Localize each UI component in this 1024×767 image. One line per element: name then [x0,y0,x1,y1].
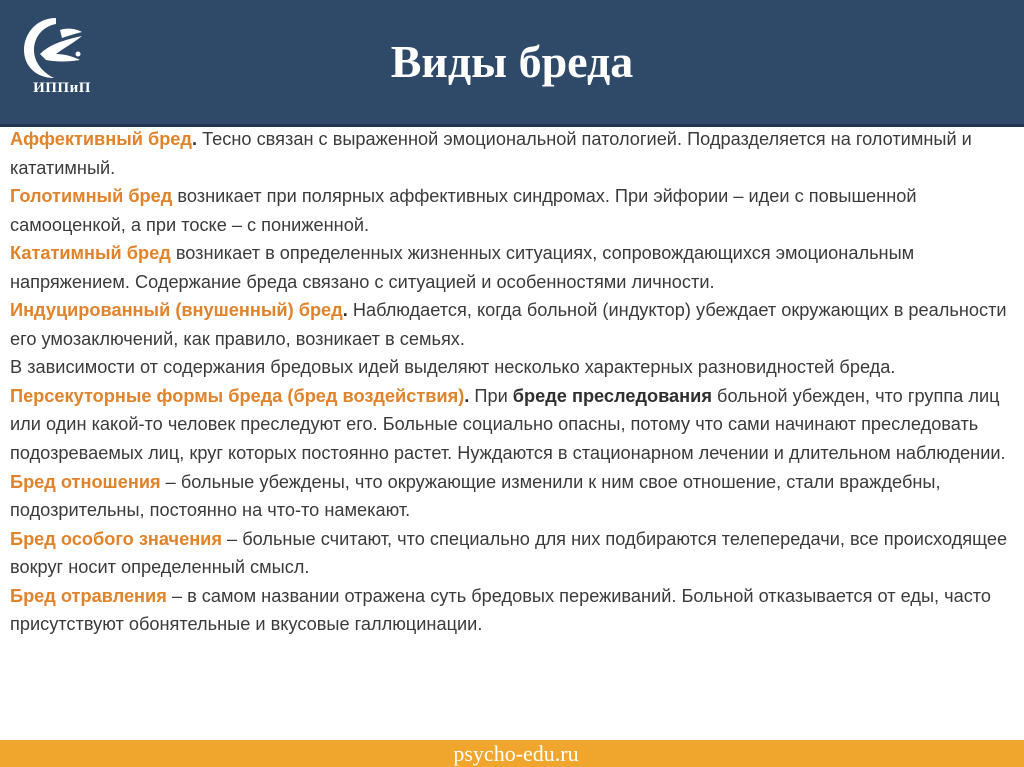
term-persecution-delusion: бреде преследования [512,385,712,406]
term-special: Бред особого значения [10,528,222,549]
term-catathymic: Кататимный бред [10,243,171,264]
slide-body [10,125,1016,639]
text-relation: – больные убеждены, что окружающие изменили к ним свое отношение, стали враждебны, подозрительны, постоянно на что-то намекают. [10,471,941,521]
paragraph-special [10,525,1016,582]
term-dot: . [342,300,348,321]
term-affective: Аффективный бред [10,129,192,149]
footer-website: psycho-edu.ru [453,741,579,766]
term-holothymic: Голотимный бред [10,186,173,207]
paragraph-catathymic [10,239,1016,296]
term-persecutory: Персекуторные формы бреда (бред воздействия) [10,385,465,406]
paragraph-intro [10,353,1016,382]
text-intro: В зависимости от содержания бредовых идей выделяют несколько характерных разновидностей бреда. [10,357,896,378]
text-induced: Наблюдается, когда больной (индуктор) убеждает окружающих в реальности его умозаключений, как правило, возникает в семьях. [10,300,1007,349]
paragraph-induced [10,296,1016,353]
paragraph-holothymic [10,182,1016,239]
paragraph-relation [10,468,1016,525]
text-affective: Тесно связан с выраженной эмоциональной патологией. Подразделяется на голотимный и кататимный. [10,129,972,178]
text-holothymic: возникает при полярных аффективных синдромах. При эйфории – идеи с повышенной самооценкой, а при тоске – с пониженной. [10,186,917,235]
term-relation: Бред отношения [10,471,161,492]
text-catathymic: возникает в определенных жизненных ситуациях, сопровождающихся эмоциональным напряжением. Содержание бреда связано с ситуацией и особенностями личности. [10,243,915,292]
text-poisoning: – в самом названии отражена суть бредовых переживаний. Больной отказывается от еды, часто присутствуют обонятельные и вкусовые галлюцинации. [10,585,992,635]
slide-header [0,0,1024,124]
logo-text: ИППиП [33,80,91,96]
term-induced: Индуцированный (внушенный) бред [10,300,343,321]
paragraph-persecutory [10,382,1016,468]
paragraph-poisoning [10,582,1016,639]
term-dot: . [464,385,470,406]
slide-footer [0,740,1024,767]
term-poisoning: Бред отравления [10,585,167,606]
text-persecutory-a: При [469,385,513,406]
term-dot: . [191,129,198,149]
text-special: – больные считают, что специально для них подбираются телепередачи, все происходящее вокруг носит определенный смысл. [10,528,1008,578]
text-persecutory-b: больной убежден, что группа лиц или один какой-то человек преследуют его. Больные социально опасны, потому что сами начинают преследовать подозреваемых лиц, круг которых постоянно растет. Нуждаются в стационарном лечении и длительном наблюдении. [10,385,1006,464]
slide-title: Виды бреда [390,36,634,87]
paragraph-affective [10,125,1016,182]
